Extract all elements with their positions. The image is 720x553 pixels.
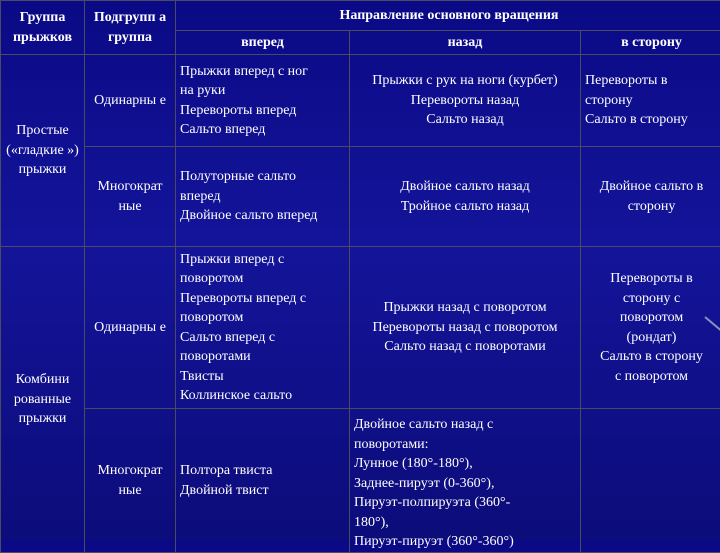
cell-line: Двойное сальто назад с: [354, 415, 576, 435]
cell-line: Тройное сальто назад: [354, 197, 576, 217]
cell-combined-multiple-forward: [176, 409, 350, 553]
cell-line: поворотом: [180, 269, 345, 289]
cell-line: Полуторные сальто: [180, 167, 345, 187]
cell-combined-multiple-sideways: [581, 409, 720, 553]
cell-simple-multiple-forward: [176, 147, 350, 247]
subgroup-combined-multiple: Многократ ные: [85, 409, 176, 553]
cell-line: сторону с: [585, 289, 718, 309]
cell-line: поворотом: [180, 308, 345, 328]
cell-line: Твисты: [180, 367, 345, 387]
cell-line: Перевороты назад с поворотом: [354, 318, 576, 338]
cell-line: Пируэт-полпируэта (360°-: [354, 493, 576, 513]
group-combined: Комбини рованные прыжки: [1, 247, 85, 553]
header-group: Группа прыжков: [1, 1, 85, 55]
cell-line: Полтора твиста: [180, 461, 345, 481]
cell-line: поворотами: [180, 347, 345, 367]
cell-simple-multiple-backward: [350, 147, 581, 247]
cell-line: Коллинское сальто: [180, 386, 345, 406]
cell-line: сторону: [585, 197, 718, 217]
cell-line: Перевороты вперед с: [180, 289, 345, 309]
cell-combined-single-backward: [350, 247, 581, 409]
cell-line: Сальто в сторону: [585, 347, 718, 367]
cell-line: Сальто вперед с: [180, 328, 345, 348]
cell-line: Двойное сальто назад: [354, 177, 576, 197]
header-sideways: в сторону: [581, 31, 720, 55]
cell-line: поворотами:: [354, 435, 576, 455]
header-direction: Направление основного вращения: [176, 1, 720, 31]
header-subgroup: Подгрупп а группа: [85, 1, 176, 55]
cell-line: Двойной твист: [180, 481, 345, 501]
cell-combined-multiple-backward: [350, 409, 581, 553]
cell-line: Перевороты назад: [354, 91, 576, 111]
cell-line: Прыжки вперед с: [180, 250, 345, 270]
cell-simple-single-backward: [350, 55, 581, 147]
cell-simple-multiple-sideways: [581, 147, 720, 247]
cell-line: сторону: [585, 91, 718, 111]
cell-line: Перевороты в: [585, 269, 718, 289]
cell-line: с поворотом: [585, 367, 718, 387]
subgroup-combined-single: Одинарны е: [85, 247, 176, 409]
cell-line: Лунное (180°-180°),: [354, 454, 576, 474]
cell-line: поворотом: [585, 308, 718, 328]
cell-simple-single-sideways: [581, 55, 720, 147]
cell-line: Прыжки вперед с ног: [180, 62, 345, 82]
subgroup-simple-single: Одинарны е: [85, 55, 176, 147]
cell-line: Сальто вперед: [180, 120, 345, 140]
cell-line: вперед: [180, 187, 345, 207]
cell-line: Перевороты в: [585, 71, 718, 91]
cell-line: на руки: [180, 81, 345, 101]
cell-line: Пируэт-пируэт (360°-360°): [354, 532, 576, 552]
cell-line: 180°),: [354, 513, 576, 533]
cell-line: Перевороты вперед: [180, 101, 345, 121]
group-simple: Простые («гладкие ») прыжки: [1, 55, 85, 247]
header-backward: назад: [350, 31, 581, 55]
cell-line: Сальто назад: [354, 110, 576, 130]
subgroup-simple-multiple: Многократ ные: [85, 147, 176, 247]
cell-line: Прыжки назад с поворотом: [354, 298, 576, 318]
cell-combined-single-forward: [176, 247, 350, 409]
cell-line: Прыжки с рук на ноги (курбет): [354, 71, 576, 91]
cell-line: (рондат): [585, 328, 718, 348]
cell-line: Двойное сальто вперед: [180, 206, 345, 226]
cell-line: Сальто в сторону: [585, 110, 718, 130]
cell-combined-single-sideways: [581, 247, 720, 409]
cell-line: Заднее-пируэт (0-360°),: [354, 474, 576, 494]
cell-simple-single-forward: [176, 55, 350, 147]
header-forward: вперед: [176, 31, 350, 55]
cell-line: Сальто назад с поворотами: [354, 337, 576, 357]
cell-line: Двойное сальто в: [585, 177, 718, 197]
